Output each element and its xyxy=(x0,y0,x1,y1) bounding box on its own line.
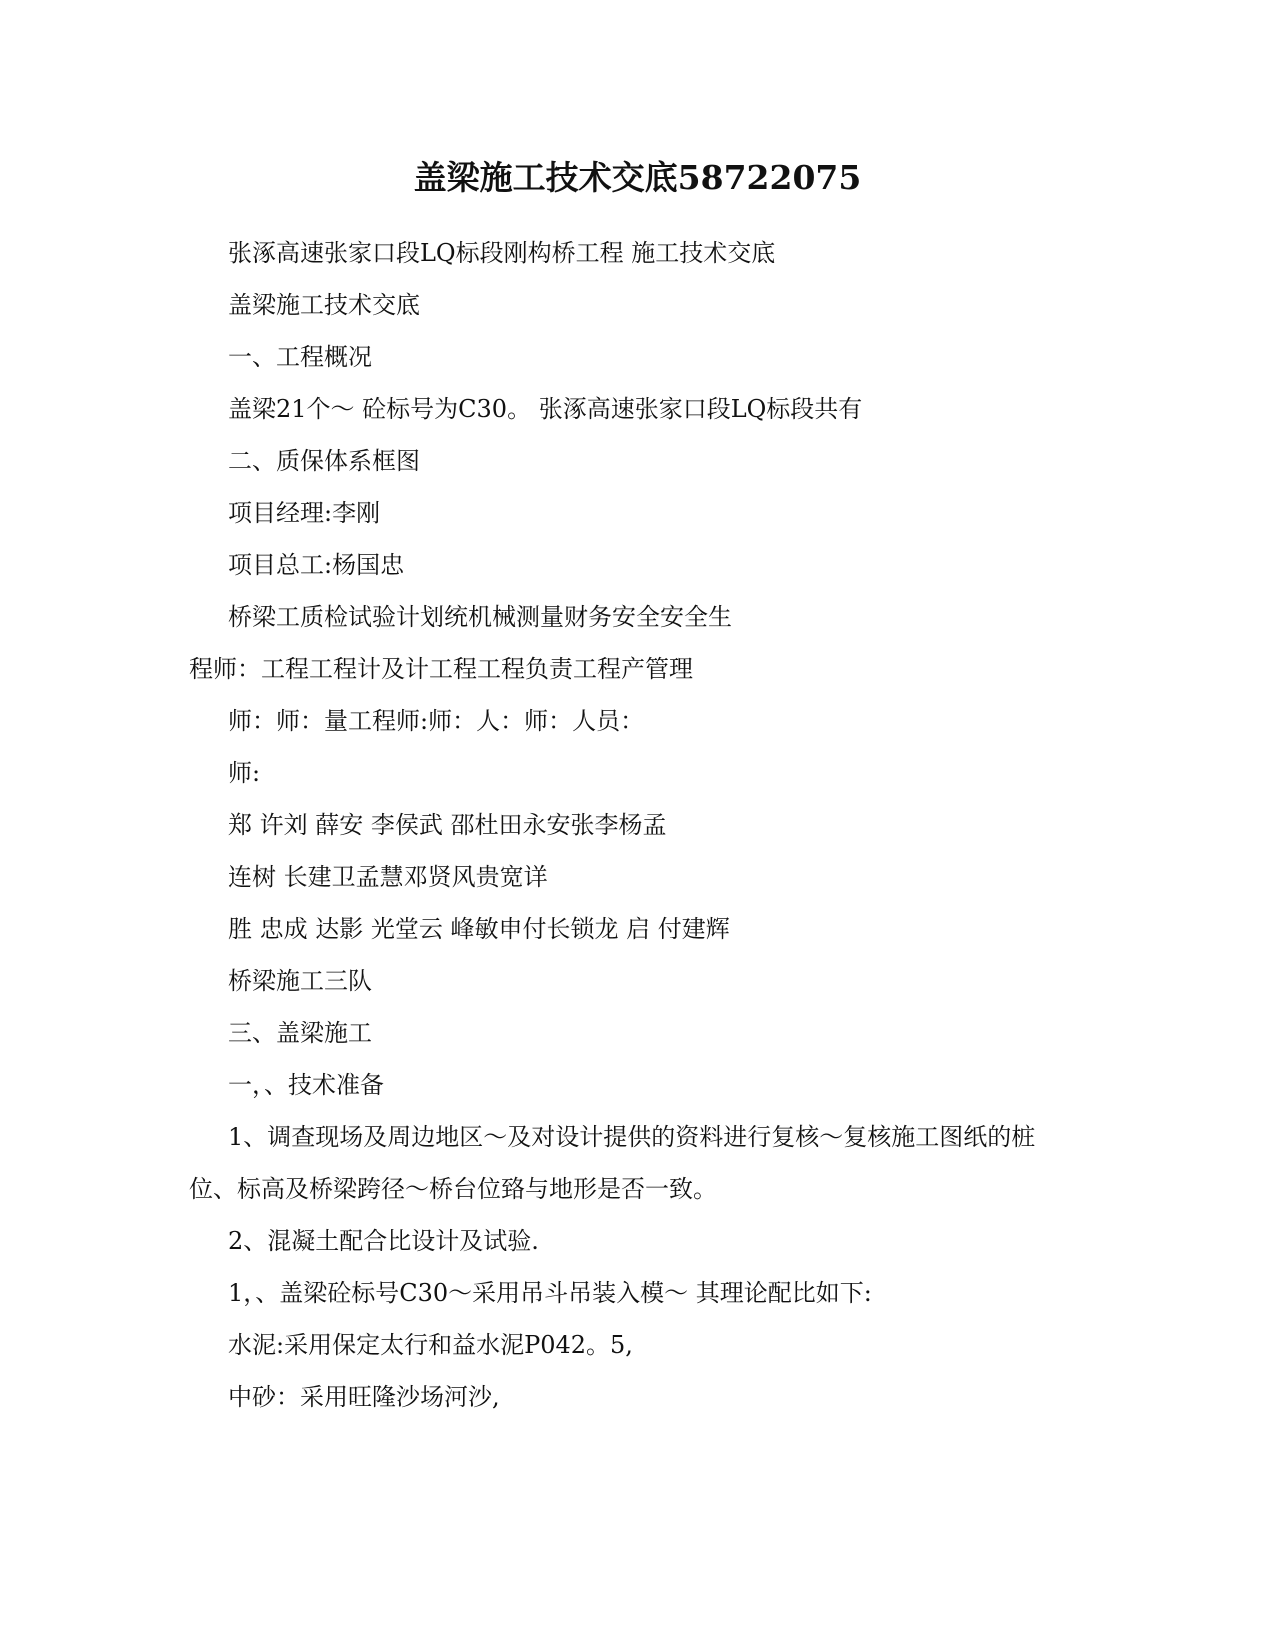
paragraph-line: 1、调查现场及周边地区～及对设计提供的资料进行复核～复核施工图纸的桩 xyxy=(228,1123,1036,1151)
paragraph-line: 项目总工:杨国忠 xyxy=(228,551,405,579)
paragraph-line: 桥梁施工三队 xyxy=(228,967,372,995)
paragraph-line: 胜 忠成 达影 光堂云 峰敏申付长锁龙 启 付建辉 xyxy=(228,915,730,943)
paragraph-line: 盖梁21个～ 砼标号为C30。 张涿高速张家口段LQ标段共有 xyxy=(228,395,863,423)
section-heading-overview: 一、工程概况 xyxy=(228,343,372,371)
paragraph-line: 水泥:采用保定太行和益水泥P042。5, xyxy=(228,1331,633,1359)
paragraph-line: 中砂：采用旺隆沙场河沙, xyxy=(228,1383,500,1411)
paragraph-line: 桥梁工质检试验计划统机械测量财务安全安全生 xyxy=(228,603,732,631)
paragraph-line: 1，、盖梁砼标号C30～采用吊斗吊装入模～ 其理论配比如下: xyxy=(228,1279,872,1307)
subsection-heading: 一，、技术准备 xyxy=(228,1071,384,1099)
project-header-line: 张涿高速张家口段LQ标段刚构桥工程 施工技术交底 xyxy=(228,239,776,267)
subtitle-line: 盖梁施工技术交底 xyxy=(228,291,420,319)
paragraph-line: 师: xyxy=(228,759,261,787)
paragraph-line: 程师：工程工程计及计工程工程负责工程产管理 xyxy=(189,655,693,683)
paragraph-line: 郑 许刘 薛安 李侯武 邵杜田永安张李杨孟 xyxy=(228,811,667,839)
document-title: 盖梁施工技术交底58722075 xyxy=(413,158,862,197)
paragraph-line: 项目经理:李刚 xyxy=(228,499,381,527)
section-heading-construction: 三、盖梁施工 xyxy=(228,1019,372,1047)
paragraph-line: 师：师：量工程师:师：人：师：人员： xyxy=(228,707,645,735)
paragraph-line: 位、标高及桥梁跨径～桥台位臵与地形是否一致。 xyxy=(189,1175,717,1203)
paragraph-line: 2、混凝土配合比设计及试验. xyxy=(228,1227,539,1255)
paragraph-line: 连树 长建卫孟慧邓贤风贵宽详 xyxy=(228,863,548,891)
section-heading-quality-system: 二、质保体系框图 xyxy=(228,447,420,475)
